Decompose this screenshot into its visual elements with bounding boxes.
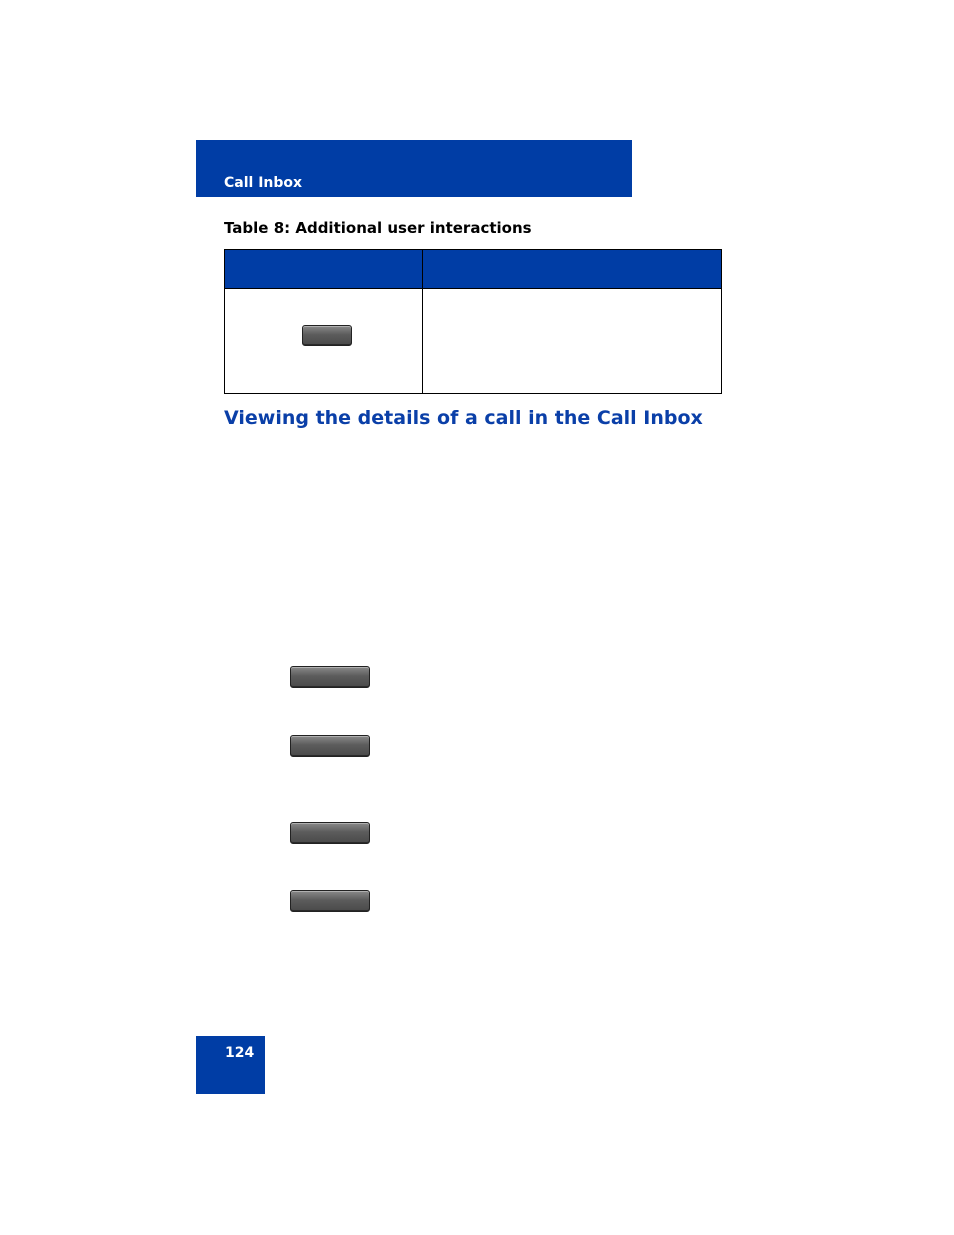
table-header-divider	[422, 250, 423, 288]
page-number-box	[196, 1036, 265, 1094]
step-softkey-icon	[290, 666, 370, 688]
header-band	[196, 140, 632, 197]
table-caption: Table 8: Additional user interactions	[224, 219, 532, 237]
table-row-divider	[225, 288, 721, 289]
table-column-divider	[422, 288, 423, 394]
step-softkey-icon	[290, 890, 370, 912]
table-header-row	[225, 250, 721, 288]
section-heading: Viewing the details of a call in the Call Inbox	[224, 407, 703, 429]
step-softkey-icon	[290, 822, 370, 844]
page-number: 124	[225, 1045, 255, 1061]
table-softkey-icon	[302, 325, 352, 346]
section-title: Call Inbox	[224, 175, 303, 191]
interaction-table	[224, 249, 722, 394]
step-softkey-icon	[290, 735, 370, 757]
